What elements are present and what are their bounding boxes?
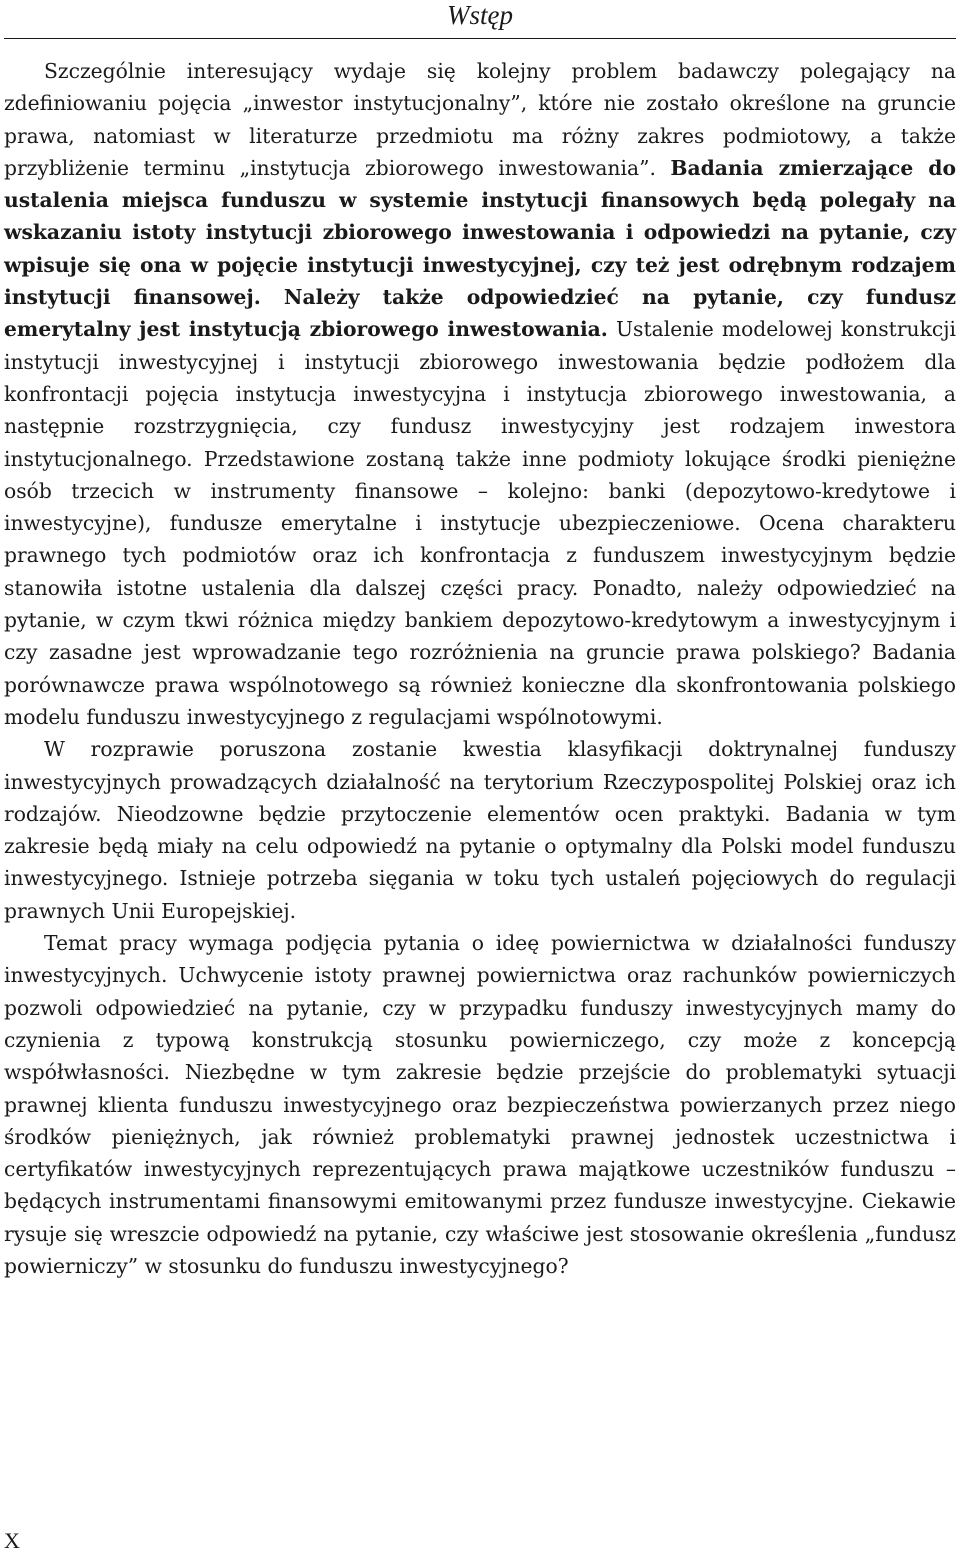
paragraph-2: W rozprawie poruszona zostanie kwestia klasyfikacji doktrynalnej funduszy inwestycyjnych prowadzących działalność na terytorium Rzeczypospolitej Polskiej oraz ich rodzajów. Nieodzowne będzie przytoczenie elementów ocen praktyki. Badania w tym zakresie będą miały na celu odpowiedź na pytanie o optymalny dla Polski model funduszu inwestycyjnego. Istnieje potrzeba sięgania w toku tych ustaleń pojęciowych do regulacji prawnych Unii Europejskiej. bbox=[4, 737, 956, 923]
page-number: X bbox=[4, 1528, 20, 1553]
paragraph-1-text-end: Ustalenie modelowej konstrukcji instytucji inwestycyjnej i instytucji zbiorowego inwestowania będzie podłożem dla konfrontacji pojęcia instytucja inwestycyjna i instytucja zbiorowego inwestowania, a następnie rozstrzygnięcia, czy fundusz inwestycyjny jest rodzajem inwestora instytucjonalnego. Przedstawione zostaną także inne podmioty lokujące środki pieniężne osób trzecich w instrumenty finansowe – kolejno: banki (depozytowo-kredytowe i inwestycyjne), fundusze emerytalne i instytucje ubezpieczeniowe. Ocena charakteru prawnego tych podmiotów oraz ich konfrontacja z funduszem inwestycyjnym będzie stanowiła istotne ustalenia dla dalszej części pracy. Ponadto, należy odpowiedzieć na pytanie, w czym tkwi różnica między bankiem depozytowo-kredytowym a inwestycyjnym i czy zasadne jest wprowadzanie tego rozróżnienia na gruncie prawa polskiego? Badania porównawcze prawa wspólnotowego są również konieczne dla skonfrontowania polskiego modelu funduszu inwestycyjnego z regulacjami wspólnotowymi. bbox=[4, 317, 956, 729]
chapter-title: Wstęp bbox=[447, 0, 513, 30]
paragraph-3: Temat pracy wymaga podjęcia pytania o ideę powiernictwa w działalności funduszy inwestycyjnych. Uchwycenie istoty prawnej powiernictwa oraz rachunków powierniczych pozwoli odpowiedzieć na pytanie, czy w przypadku funduszy inwestycyjnych mamy do czynienia z typową konstrukcją stosunku powierniczego, czy może z koncepcją współwłasności. Niezbędne w tym zakresie będzie przejście do problematyki sytuacji prawnej klienta funduszu inwestycyjnego oraz bezpieczeństwa powierzanych przez niego środków pieniężnych, jak również problematyki prawnej jednostek uczestnictwa i certyfikatów inwestycyjnych reprezentujących prawa majątkowe uczestników funduszu – będących instrumentami finansowymi emitowanymi przez fundusze inwestycyjne. Ciekawie rysuje się wreszcie odpowiedź na pytanie, czy właściwe jest stosowanie określenia „fundusz powierniczy” w stosunku do funduszu inwestycyjnego? bbox=[4, 931, 956, 1278]
paragraph-1 bbox=[4, 55, 956, 733]
running-head bbox=[4, 0, 956, 39]
body-text bbox=[4, 55, 956, 1282]
paragraph-1-text-start: Szczególnie interesujący wydaje się kolejny problem badawczy polegający na zdefiniowaniu pojęcia „inwestor instytucjonalny”, które nie zostało określone na gruncie prawa, natomiast w literaturze przedmiotu ma różny zakres podmiotowy, a także przybliżenie terminu „instytucja zbiorowego inwestowania”. bbox=[4, 59, 956, 180]
paragraph-1-bold-text: Badania zmierzające do ustalenia miejsca funduszu w systemie instytucji finansowych będą polegały na wskazaniu istoty instytucji zbiorowego inwestowania i odpowiedzi na pytanie, czy wpisuje się ona w pojęcie instytucji inwestycyjnej, czy też jest odrębnym rodzajem instytucji finansowej. Należy także odpowiedzieć na pytanie, czy fundusz emerytalny jest instytucją zbiorowego inwestowania. bbox=[4, 155, 956, 342]
